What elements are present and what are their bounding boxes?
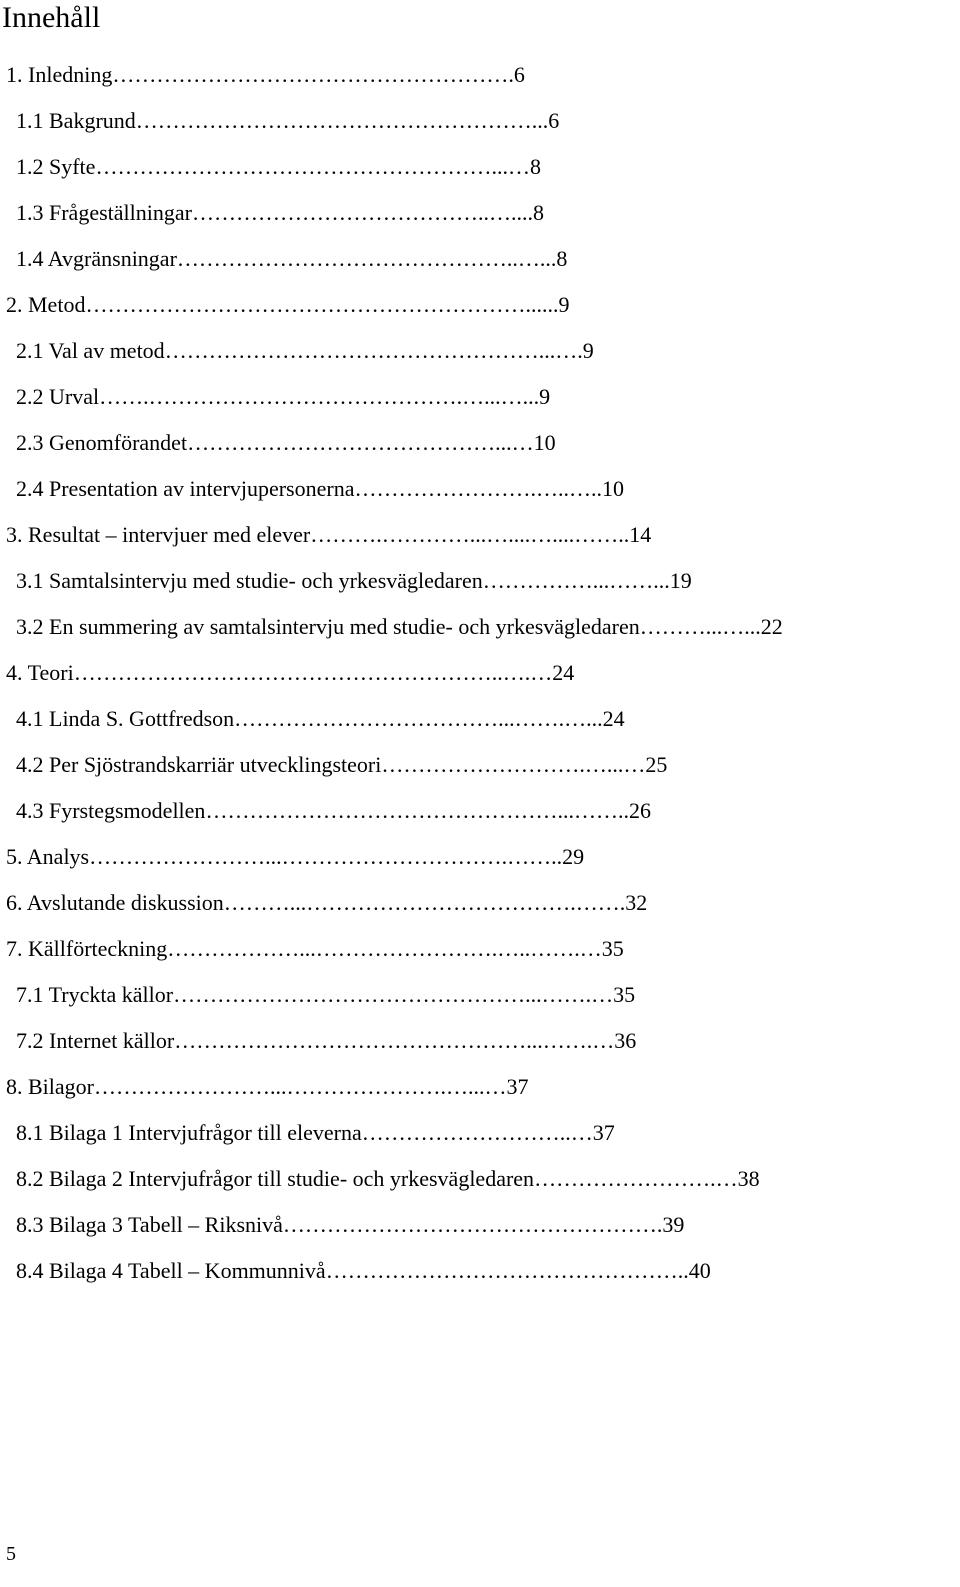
toc-entry-text [16,374,550,420]
toc-entry-text [16,1110,615,1156]
toc-entry-text [16,696,625,742]
toc-entry-page: 37 [506,1074,529,1099]
toc-entry-text [6,1064,529,1110]
toc-entry-page: 9 [539,384,551,409]
toc-entry-kallforteckning[interactable] [0,926,960,972]
toc-entry-page: 37 [592,1120,615,1145]
toc-entry-leader: ……………………………………...… [187,430,534,455]
toc-entry-page: 40 [688,1258,711,1283]
toc-entry-text [16,420,556,466]
toc-entry-title: 8.2 Bilaga 2 Intervjufrågor till studie- och yrkesvägledaren [16,1166,535,1191]
page-number: 5 [6,1543,16,1565]
toc-entry-leader: ……………………………………………. [282,1212,663,1237]
toc-entry-urval[interactable] [0,374,960,420]
toc-entry-page: 9 [558,292,570,317]
toc-entry-internet-kallor[interactable] [0,1018,960,1064]
toc-entry-text [16,604,783,650]
toc-entry-tryckta-kallor[interactable] [0,972,960,1018]
toc-entry-leader: ………………………..… [361,1120,593,1145]
toc-entry-page: 8 [529,154,541,179]
toc-entry-leader: ………...……………………………….……. [223,890,626,915]
toc-entry-page: 22 [760,614,783,639]
toc-entry-title: 4. Teori [6,660,74,685]
toc-entry-title: 1.1 Bakgrund [16,108,136,133]
toc-entry-title: 5. Analys [6,844,90,869]
toc-entry-page: 9 [582,338,594,363]
toc-entry-leader: ………………………………...…….…... [234,706,603,731]
toc-entry-leader: ………………………………………….. [325,1258,689,1283]
toc-entry-page: 38 [737,1166,760,1191]
toc-entry-text [16,1156,760,1202]
toc-entry-text [6,880,647,926]
toc-entry-leader: ……………………...………………….…...… [94,1074,507,1099]
toc-entry-bilaga-4[interactable] [0,1248,960,1294]
toc-entry-leader: ………………………………………………...… [95,154,530,179]
toc-entry-leader: ………...…... [639,614,761,639]
toc-entry-text [16,466,624,512]
toc-entry-fyrstegsmodellen[interactable] [0,788,960,834]
toc-entry-title: 7.2 Internet källor [16,1028,175,1053]
toc-entry-text [16,1018,636,1064]
toc-entry-genomforandet[interactable] [0,420,960,466]
toc-entry-bilaga-1[interactable] [0,1110,960,1156]
toc-entry-title: 1.3 Frågeställningar [16,200,192,225]
toc-entry-title: 6. Avslutande diskussion [6,890,224,915]
toc-entry-analys[interactable] [0,834,960,880]
toc-entry-page: 8 [532,200,544,225]
toc-entry-title: 1. Inledning [6,62,113,87]
toc-entry-page: 26 [628,798,651,823]
toc-entry-leader: …………………………………………………..….… [73,660,553,685]
toc-entry-text [6,52,525,98]
toc-entry-teori[interactable] [0,650,960,696]
toc-entry-text [16,742,667,788]
toc-entry-page: 24 [552,660,575,685]
toc-entry-text [6,650,574,696]
toc-entry-page: 39 [662,1212,685,1237]
toc-entry-text [6,834,584,880]
toc-entry-leader: …………………………………..….... [191,200,533,225]
toc-entry-page: 19 [669,568,692,593]
toc-entry-leader: ………………………………………………. [112,62,514,87]
toc-entry-title: 7. Källförteckning [6,936,168,961]
toc-entry-page: 6 [513,62,525,87]
toc-entry-title: 8.3 Bilaga 3 Tabell – Riksnivå [16,1212,283,1237]
toc-entry-avslutande-diskussion[interactable] [0,880,960,926]
toc-entry-metod[interactable] [0,282,960,328]
toc-entry-title: 3.1 Samtalsintervju med studie- och yrkesvägledaren [16,568,483,593]
toc-entry-text [16,236,567,282]
toc-entry-leader: …………………………………………...…….… [173,982,614,1007]
toc-entry-page: 24 [602,706,625,731]
toc-entry-summering[interactable] [0,604,960,650]
toc-entry-text [16,972,635,1018]
toc-entry-title: 2. Metod [6,292,86,317]
toc-entry-title: 8. Bilagor [6,1074,94,1099]
toc-entry-title: 2.1 Val av metod [16,338,165,363]
toc-entry-title: 3.2 En summering av samtalsintervju med studie- och yrkesvägledaren [16,614,640,639]
toc-entry-title: 1.4 Avgränsningar [16,246,177,271]
toc-entry-page: 35 [601,936,624,961]
toc-entry-page: 36 [614,1028,637,1053]
toc-entry-bakgrund[interactable] [0,98,960,144]
toc-entry-resultat[interactable] [0,512,960,558]
toc-entry-leader: ……………...……... [482,568,670,593]
toc-entry-page: 10 [601,476,624,501]
toc-entry-leader: ……………………………………………………...... [85,292,559,317]
toc-entry-page: 35 [613,982,636,1007]
toc-entry-leader: …………………………………………...…….. [205,798,629,823]
toc-entry-presentation[interactable] [0,466,960,512]
toc-entry-text [6,926,624,972]
toc-entry-text [16,1248,711,1294]
toc-entry-syfte[interactable] [0,144,960,190]
toc-entry-fragestallningar[interactable] [0,190,960,236]
toc-entry-text [6,512,651,558]
toc-entry-page: 25 [645,752,668,777]
toc-entry-title: 8.4 Bilaga 4 Tabell – Kommunnivå [16,1258,326,1283]
toc-entry-text [16,144,541,190]
table-of-contents [0,52,960,1294]
toc-entry-page: 10 [533,430,556,455]
toc-entry-samtalsintervju[interactable] [0,558,960,604]
toc-entry-title: 2.2 Urval [16,384,100,409]
toc-entry-page: 29 [562,844,585,869]
toc-entry-text [16,190,544,236]
toc-entry-text [16,328,594,374]
toc-entry-title: 1.2 Syfte [16,154,96,179]
toc-entry-title: 7.1 Tryckta källor [16,982,174,1007]
toc-entry-bilaga-3[interactable] [0,1202,960,1248]
toc-entry-page: 6 [548,108,560,133]
toc-entry-title: 2.3 Genomförandet [16,430,188,455]
toc-entry-sjostrand[interactable] [0,742,960,788]
toc-entry-leader: ……………………….…...… [381,752,646,777]
toc-entry-leader: …….…………………………………….…...…... [99,384,540,409]
toc-entry-text [16,788,651,834]
toc-entry-title: 4.2 Per Sjöstrandskarriär utvecklingsteori [16,752,382,777]
toc-entry-page: 8 [556,246,568,271]
toc-entry-text [16,98,559,144]
toc-entry-text [6,282,569,328]
toc-entry-leader: ………………………………………………... [135,108,549,133]
toc-entry-bilaga-2[interactable] [0,1156,960,1202]
toc-entry-leader: ……………………………………………...…. [164,338,583,363]
toc-entry-avgransningar[interactable] [0,236,960,282]
toc-entry-text [16,558,692,604]
toc-entry-leader: ……………………...………………………….…….. [89,844,563,869]
toc-entry-title: 4.1 Linda S. Gottfredson [16,706,235,731]
toc-entry-leader: ……….…………...…....…....…….. [310,522,630,547]
toc-entry-leader: …………………….…..….. [354,476,602,501]
toc-entry-page: 14 [629,522,652,547]
toc-entry-leader: …………………….… [534,1166,738,1191]
toc-entry-leader: ………………………………………..…... [176,246,557,271]
toc-entry-title: 4.3 Fyrstegsmodellen [16,798,206,823]
toc-entry-bilagor[interactable] [0,1064,960,1110]
toc-entry-page: 32 [625,890,648,915]
toc-entry-title: 2.4 Presentation av intervjupersonerna [16,476,355,501]
toc-entry-inledning[interactable] [0,52,960,98]
toc-heading: Innehåll [2,1,101,34]
toc-entry-gottfredson[interactable] [0,696,960,742]
toc-entry-title: 8.1 Bilaga 1 Intervjufrågor till eleverna [16,1120,362,1145]
toc-entry-text [16,1202,684,1248]
toc-entry-val-av-metod[interactable] [0,328,960,374]
toc-entry-leader: …………………………………………...…….… [174,1028,615,1053]
toc-entry-leader: ………………...…………………….…..…….… [167,936,602,961]
toc-entry-title: 3. Resultat – intervjuer med elever [6,522,311,547]
